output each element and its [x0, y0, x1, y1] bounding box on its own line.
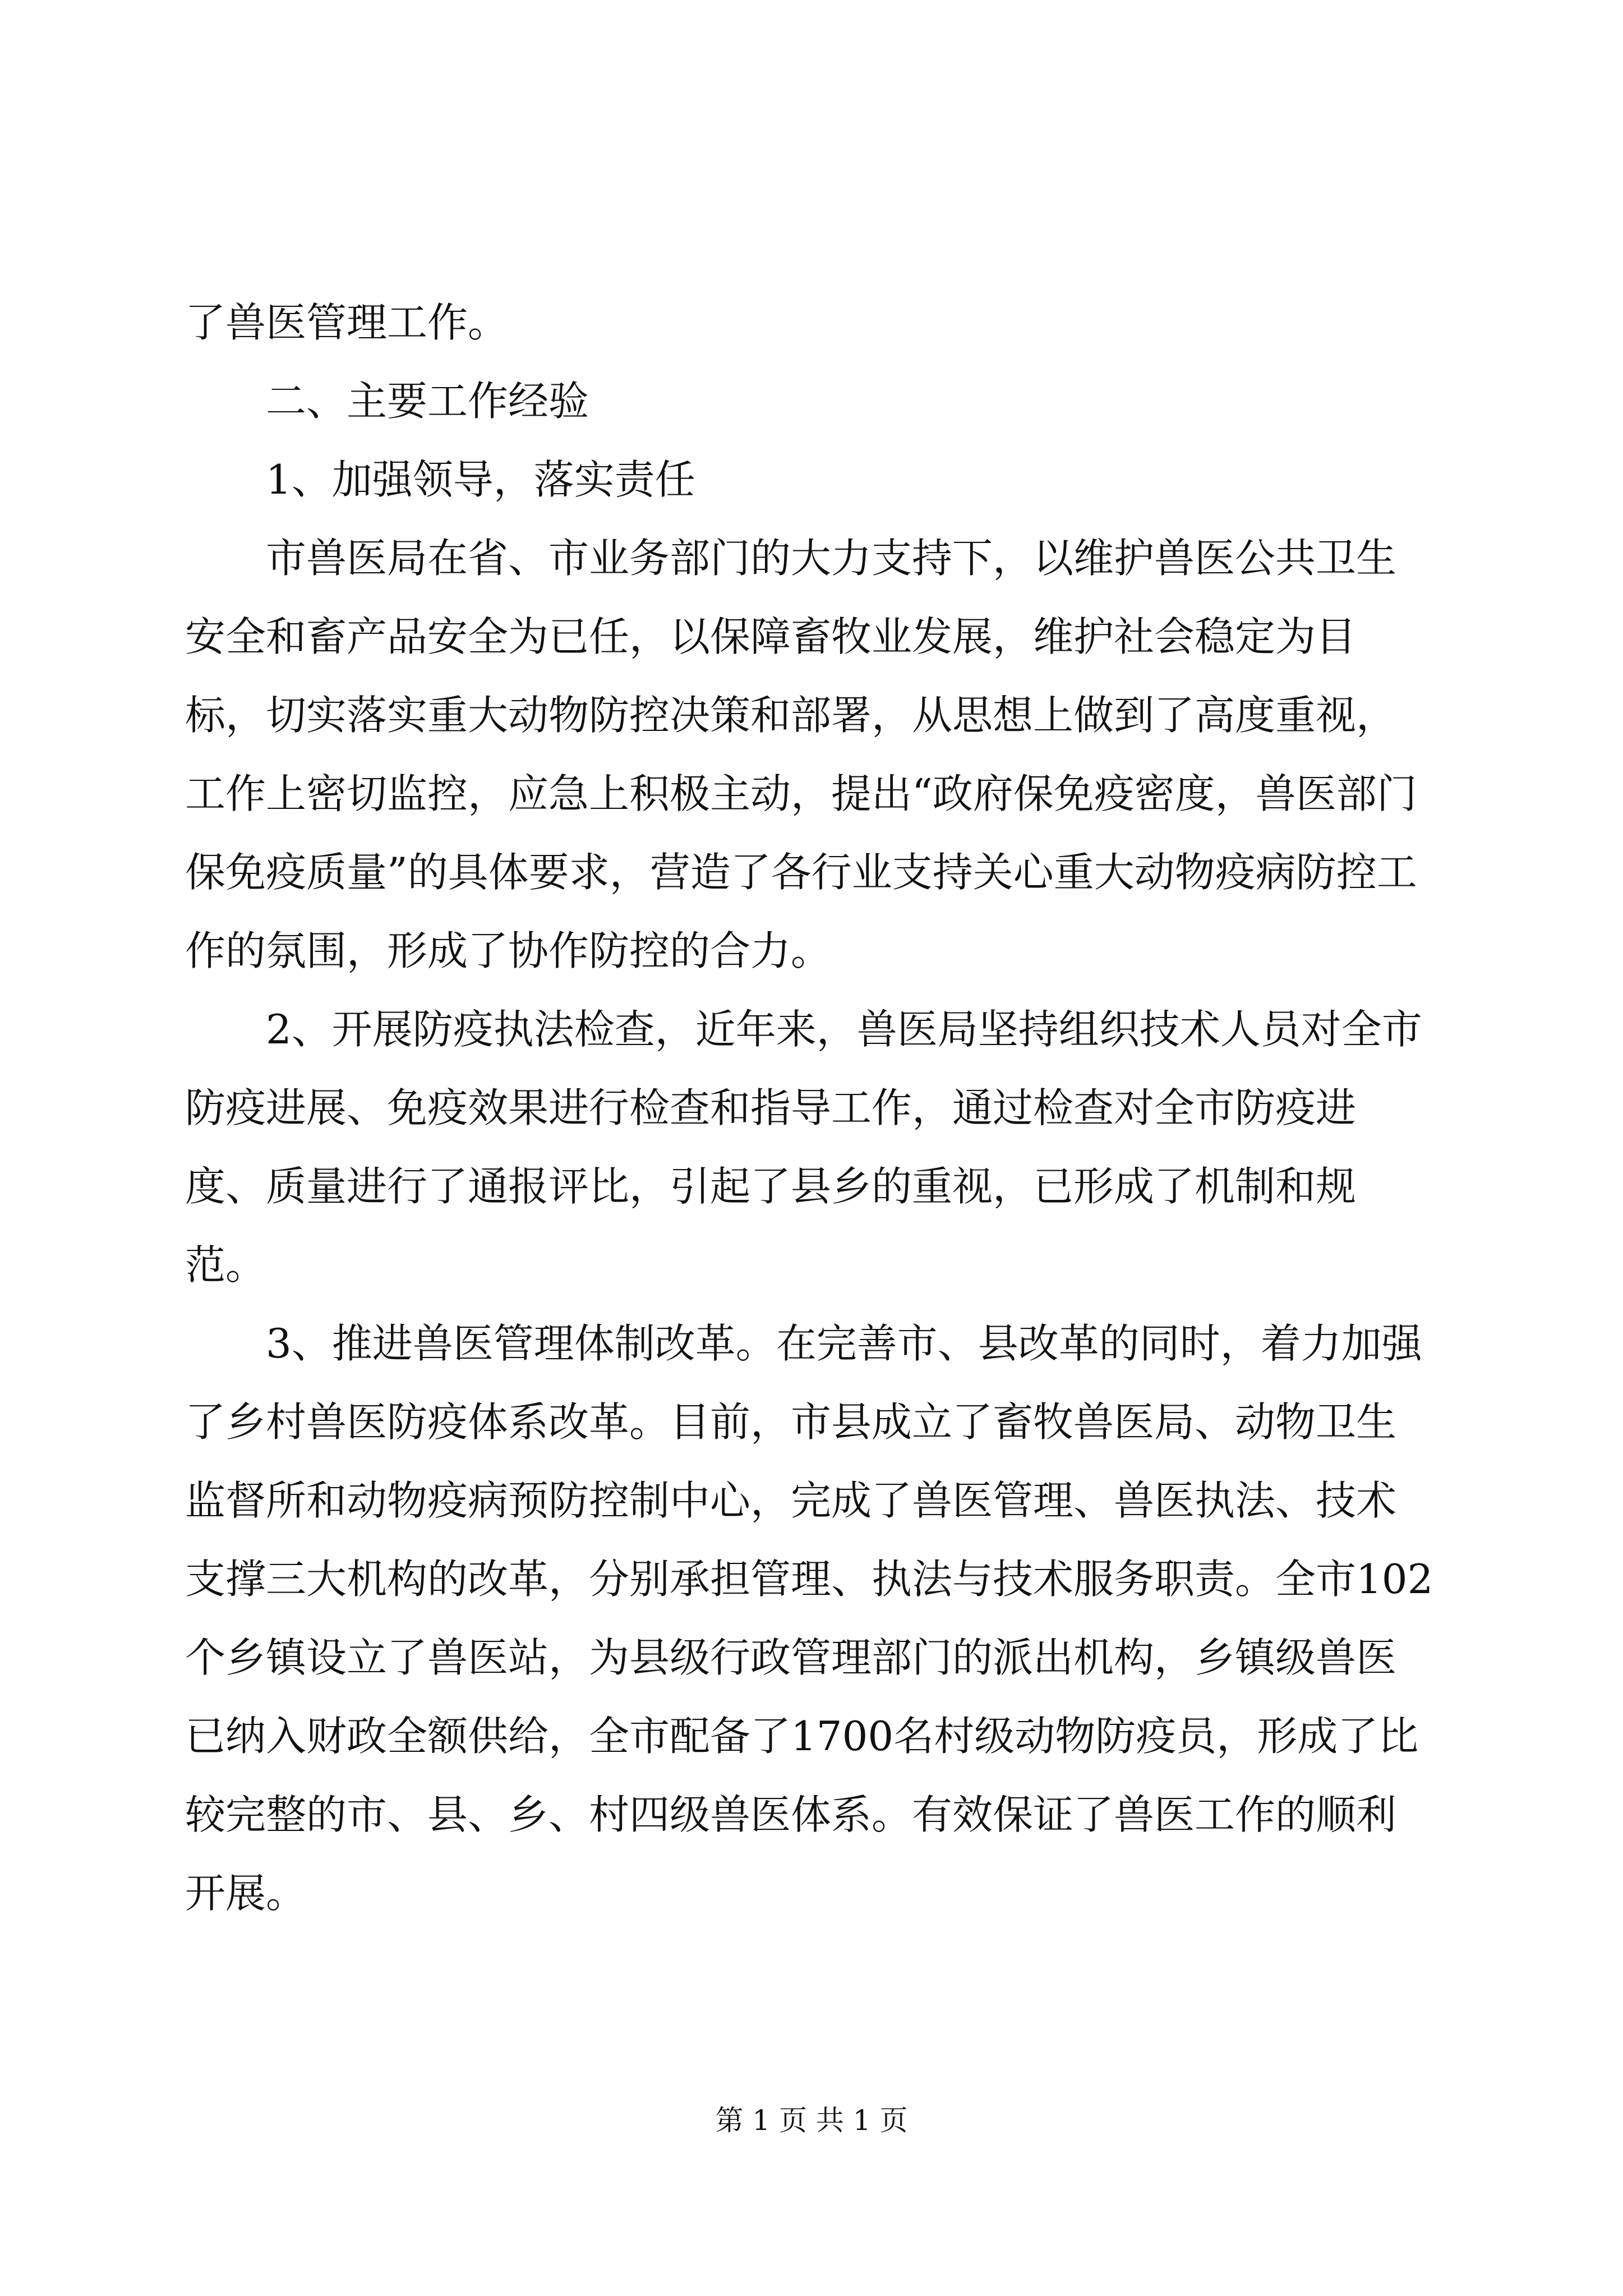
- paragraph-inspection: 2、开展防疫执法检查，近年来，兽医局坚持组织技术人员对全市防疫进展、免疫效果进行检查和指导工作，通过检查对全市防疫进度、质量进行了通报评比，引起了县乡的重视，已形成了机制和规范。: [185, 1006, 1422, 1289]
- subheading-1: 1、加强领导，落实责任: [266, 456, 695, 503]
- paragraph-leadership: 市兽医局在省、市业务部门的大力支持下，以维护兽医公共卫生安全和畜产品安全为已任，以保障畜牧业发展，维护社会稳定为目标，切实落实重大动物防控决策和部署，从思想上做到了高度重视，工作上密切监控，应急上积极主动，提出“政府保免疫密度，兽医部门保免疫质量”的具体要求，营造了各行业支持关心重大动物疫病防控工作的氛围，形成了协作防控的合力。: [185, 535, 1417, 974]
- paragraph-continuation: 了兽医管理工作。: [185, 299, 509, 346]
- paragraph-reform: 3、推进兽医管理体制改革。在完善市、县改革的同时，着力加强了乡村兽医防疫体系改革。目前，市县成立了畜牧兽医局、动物卫生监督所和动物疫病预防控制中心，完成了兽医管理、兽医执法、技术支撑三大机构的改革，分别承担管理、执法与技术服务职责。全市102个乡镇设立了兽医站，为县级行政管理部门的派出机构，乡镇级兽医已纳入财政全额供给，全市配备了1700名村级动物防疫员，形成了比较完整的市、县、乡、村四级兽医体系。有效保证了兽医工作的顺利开展。: [185, 1320, 1433, 1917]
- section-heading: 二、主要工作经验: [266, 378, 589, 425]
- document-body: [185, 283, 1436, 1932]
- page-footer: 第 1 页 共 1 页: [715, 2104, 908, 2137]
